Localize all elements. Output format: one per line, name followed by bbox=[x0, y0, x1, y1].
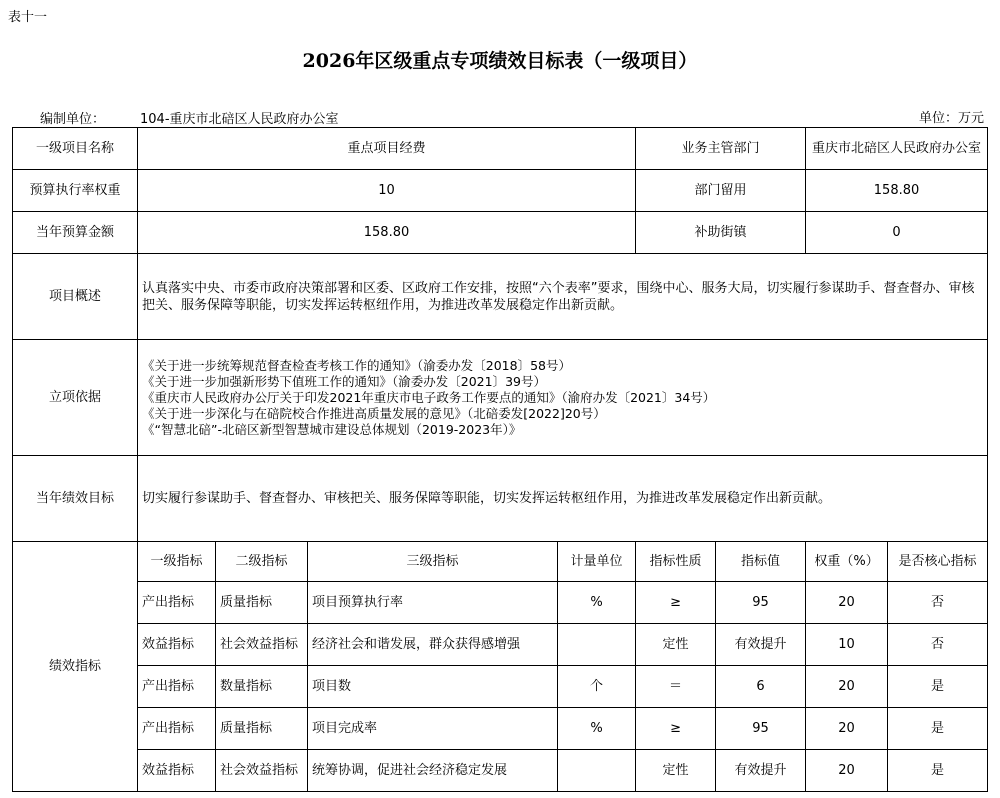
basis-item: 《关于进一步统筹规范督查检查考核工作的通知》（渝委办发〔2018〕58号） bbox=[142, 357, 571, 373]
core-cell: 否 bbox=[888, 582, 988, 624]
level3-cell: 项目数 bbox=[308, 666, 558, 708]
weight-cell: 20 bbox=[806, 750, 888, 792]
header-core: 是否核心指标 bbox=[888, 542, 988, 582]
project-name-label: 一级项目名称 bbox=[13, 128, 138, 170]
header-weight: 权重（%） bbox=[806, 542, 888, 582]
unit-cell bbox=[558, 624, 636, 666]
level1-cell: 产出指标 bbox=[138, 666, 216, 708]
value-cell: 6 bbox=[716, 666, 806, 708]
indicator-row bbox=[13, 708, 988, 750]
basis-item: 《关于进一步加强新形势下值班工作的通知》（渝委办发〔2021〕39号） bbox=[142, 373, 546, 389]
indicators-label: 绩效指标 bbox=[13, 542, 138, 792]
level1-cell: 产出指标 bbox=[138, 582, 216, 624]
basis-label: 立项依据 bbox=[13, 340, 138, 456]
nature-cell: ≥ bbox=[636, 708, 716, 750]
weight-cell: 20 bbox=[806, 666, 888, 708]
nature-cell: 定性 bbox=[636, 750, 716, 792]
level2-cell: 数量指标 bbox=[216, 666, 308, 708]
basis-item: 《重庆市人民政府办公厅关于印发2021年重庆市电子政务工作要点的通知》（渝府办发〔2021〕34号） bbox=[142, 389, 716, 405]
nature-cell: 定性 bbox=[636, 624, 716, 666]
header-level1: 一级指标 bbox=[138, 542, 216, 582]
subsidy-value: 0 bbox=[806, 212, 988, 254]
project-name-value: 重点项目经费 bbox=[138, 128, 636, 170]
unit-cell: 个 bbox=[558, 666, 636, 708]
unit-cell: % bbox=[558, 582, 636, 624]
level3-cell: 项目预算执行率 bbox=[308, 582, 558, 624]
core-cell: 是 bbox=[888, 708, 988, 750]
header-nature: 指标性质 bbox=[636, 542, 716, 582]
overview-text: 认真落实中央、市委市政府决策部署和区委、区政府工作安排，按照“六个表率”要求，围绕中心、服务大局，切实履行参谋助手、督查督办、审核把关、服务保障等职能，切实发挥运转枢纽作用，为推进改革发展稳定作出新贡献。 bbox=[138, 254, 988, 340]
subsidy-label: 补助街镇 bbox=[636, 212, 806, 254]
org-label: 编制单位： bbox=[40, 112, 106, 127]
dept-value: 重庆市北碚区人民政府办公室 bbox=[806, 128, 988, 170]
basis-item: 《关于进一步深化与在碚院校合作推进高质量发展的意见》（北碚委发[2022]20号） bbox=[142, 405, 606, 421]
unit-cell: % bbox=[558, 708, 636, 750]
org-value: 104-重庆市北碚区人民政府办公室 bbox=[140, 112, 339, 127]
value-cell: 95 bbox=[716, 708, 806, 750]
page-title: 2026年区级重点专项绩效目标表（一级项目） bbox=[302, 50, 698, 72]
performance-table bbox=[12, 127, 988, 792]
level1-cell: 效益指标 bbox=[138, 624, 216, 666]
dept-label: 业务主管部门 bbox=[636, 128, 806, 170]
indicator-row bbox=[13, 750, 988, 792]
level3-cell: 项目完成率 bbox=[308, 708, 558, 750]
budget-label: 当年预算金额 bbox=[13, 212, 138, 254]
budget-value: 158.80 bbox=[138, 212, 636, 254]
value-cell: 有效提升 bbox=[716, 750, 806, 792]
sheet-label: 表十一 bbox=[8, 10, 48, 25]
core-cell: 是 bbox=[888, 750, 988, 792]
weight-value: 10 bbox=[138, 170, 636, 212]
level2-cell: 质量指标 bbox=[216, 708, 308, 750]
weight-label: 预算执行率权重 bbox=[13, 170, 138, 212]
header-level2: 二级指标 bbox=[216, 542, 308, 582]
overview-label: 项目概述 bbox=[13, 254, 138, 340]
value-cell: 95 bbox=[716, 582, 806, 624]
level2-cell: 质量指标 bbox=[216, 582, 308, 624]
unit-cell bbox=[558, 750, 636, 792]
header-level3: 三级指标 bbox=[308, 542, 558, 582]
unit-label: 单位：万元 bbox=[918, 111, 984, 126]
weight-cell: 20 bbox=[806, 582, 888, 624]
weight-cell: 10 bbox=[806, 624, 888, 666]
level3-cell: 统筹协调，促进社会经济稳定发展 bbox=[308, 750, 558, 792]
reserved-value: 158.80 bbox=[806, 170, 988, 212]
nature-cell: ＝ bbox=[636, 666, 716, 708]
level1-cell: 产出指标 bbox=[138, 708, 216, 750]
indicator-row bbox=[13, 624, 988, 666]
level2-cell: 社会效益指标 bbox=[216, 624, 308, 666]
basis-list bbox=[138, 340, 988, 456]
indicator-row bbox=[13, 582, 988, 624]
basis-item: 《“智慧北碚”-北碚区新型智慧城市建设总体规划（2019-2023年）》 bbox=[142, 421, 522, 437]
level1-cell: 效益指标 bbox=[138, 750, 216, 792]
nature-cell: ≥ bbox=[636, 582, 716, 624]
header-value: 指标值 bbox=[716, 542, 806, 582]
goal-text: 切实履行参谋助手、督查督办、审核把关、服务保障等职能，切实发挥运转枢纽作用，为推进改革发展稳定作出新贡献。 bbox=[138, 456, 988, 542]
core-cell: 是 bbox=[888, 666, 988, 708]
value-cell: 有效提升 bbox=[716, 624, 806, 666]
header-unit: 计量单位 bbox=[558, 542, 636, 582]
level3-cell: 经济社会和谐发展，群众获得感增强 bbox=[308, 624, 558, 666]
goal-label: 当年绩效目标 bbox=[13, 456, 138, 542]
weight-cell: 20 bbox=[806, 708, 888, 750]
core-cell: 否 bbox=[888, 624, 988, 666]
reserved-label: 部门留用 bbox=[636, 170, 806, 212]
indicator-row bbox=[13, 666, 988, 708]
level2-cell: 社会效益指标 bbox=[216, 750, 308, 792]
